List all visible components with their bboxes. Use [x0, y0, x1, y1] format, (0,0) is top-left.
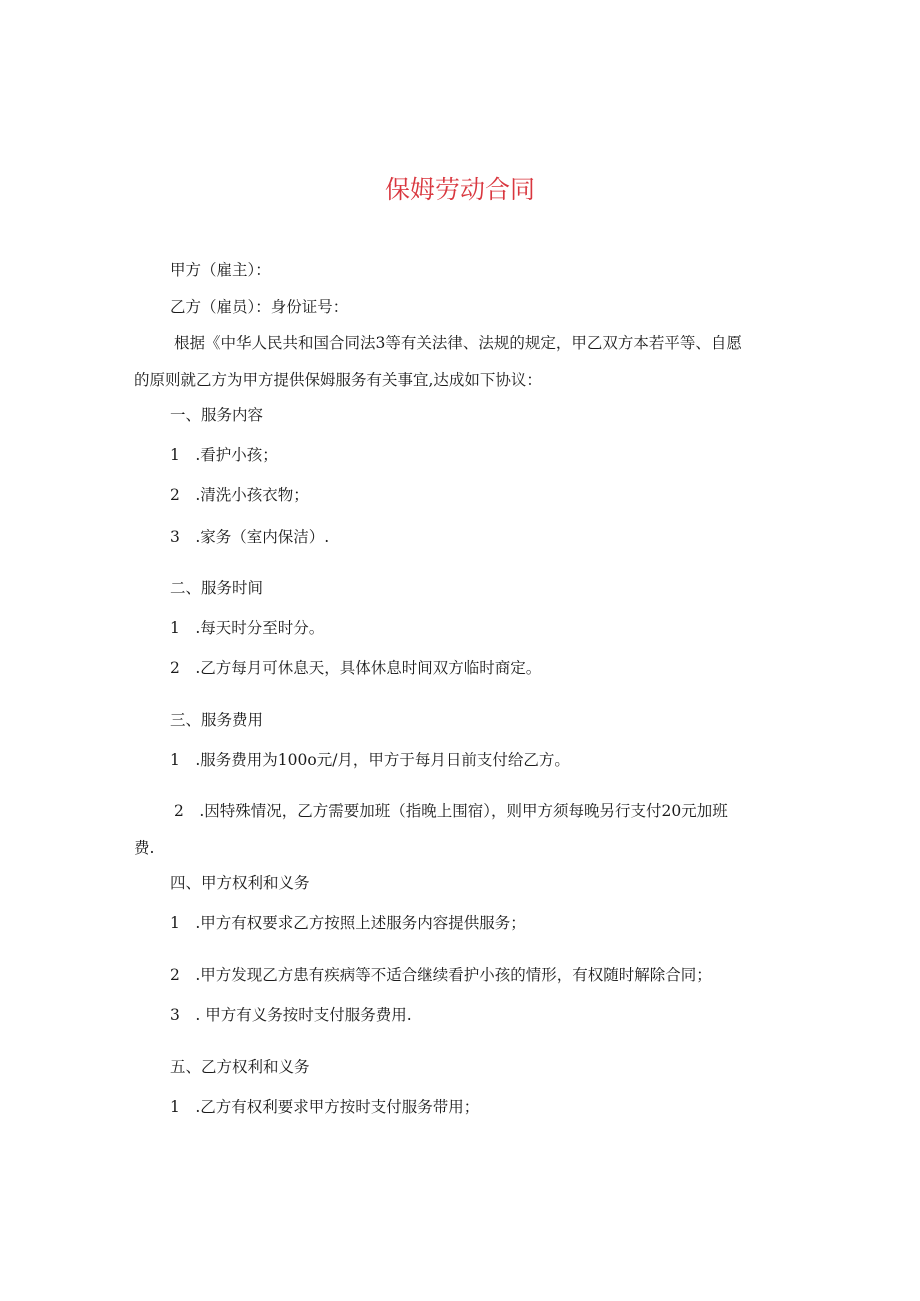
- section-1-item-3: 3 .家务（室内保洁）.: [170, 528, 330, 546]
- party-a-line: 甲方（雇主）：: [170, 261, 271, 279]
- section-3-item-2-cont: 费.: [134, 839, 155, 857]
- preamble-line-1: 根据《中华人民共和国合同法3等有关法律、法规的规定，甲乙双方本若平等、自愿: [174, 334, 742, 352]
- section-1-item-2: 2 .清洗小孩衣物；: [170, 486, 309, 504]
- section-heading-1: 一、服务内容: [170, 406, 264, 424]
- section-heading-5: 五、乙方权利和义务: [170, 1058, 310, 1076]
- section-heading-4: 四、甲方权利和义务: [170, 874, 310, 892]
- section-3-item-1: 1 .服务费用为100o元/月，甲方于每月日前支付给乙方。: [170, 751, 570, 769]
- section-2-item-2: 2 .乙方每月可休息天，具体休息时间双方临时商定。: [170, 659, 542, 677]
- section-3-item-2: 2 .因特殊情况，乙方需要加班（指晚上围宿），则甲方须每晚另行支付20元加班: [174, 802, 728, 820]
- document-title: 保姆劳动合同: [384, 175, 535, 204]
- section-2-item-1: 1 .每天时分至时分。: [170, 619, 325, 637]
- party-b-line: 乙方（雇员）：身份证号：: [170, 298, 349, 316]
- preamble-line-2: 的原则就乙方为甲方提供保姆服务有关事宜,达成如下协议：: [134, 371, 542, 389]
- section-heading-3: 三、服务费用: [170, 711, 264, 729]
- section-heading-2: 二、服务时间: [170, 579, 264, 597]
- section-1-item-1: 1 .看护小孩；: [170, 446, 278, 464]
- section-4-item-2: 2 .甲方发现乙方患有疾病等不适合继续看护小孩的情形，有权随时解除合同；: [170, 966, 712, 984]
- section-5-item-1: 1 .乙方有权利要求甲方按时支付服务带用；: [170, 1098, 480, 1116]
- section-4-item-3: 3 . 甲方有义务按时支付服务费用.: [170, 1006, 412, 1024]
- section-4-item-1: 1 .甲方有权要求乙方按照上述服务内容提供服务；: [170, 914, 526, 932]
